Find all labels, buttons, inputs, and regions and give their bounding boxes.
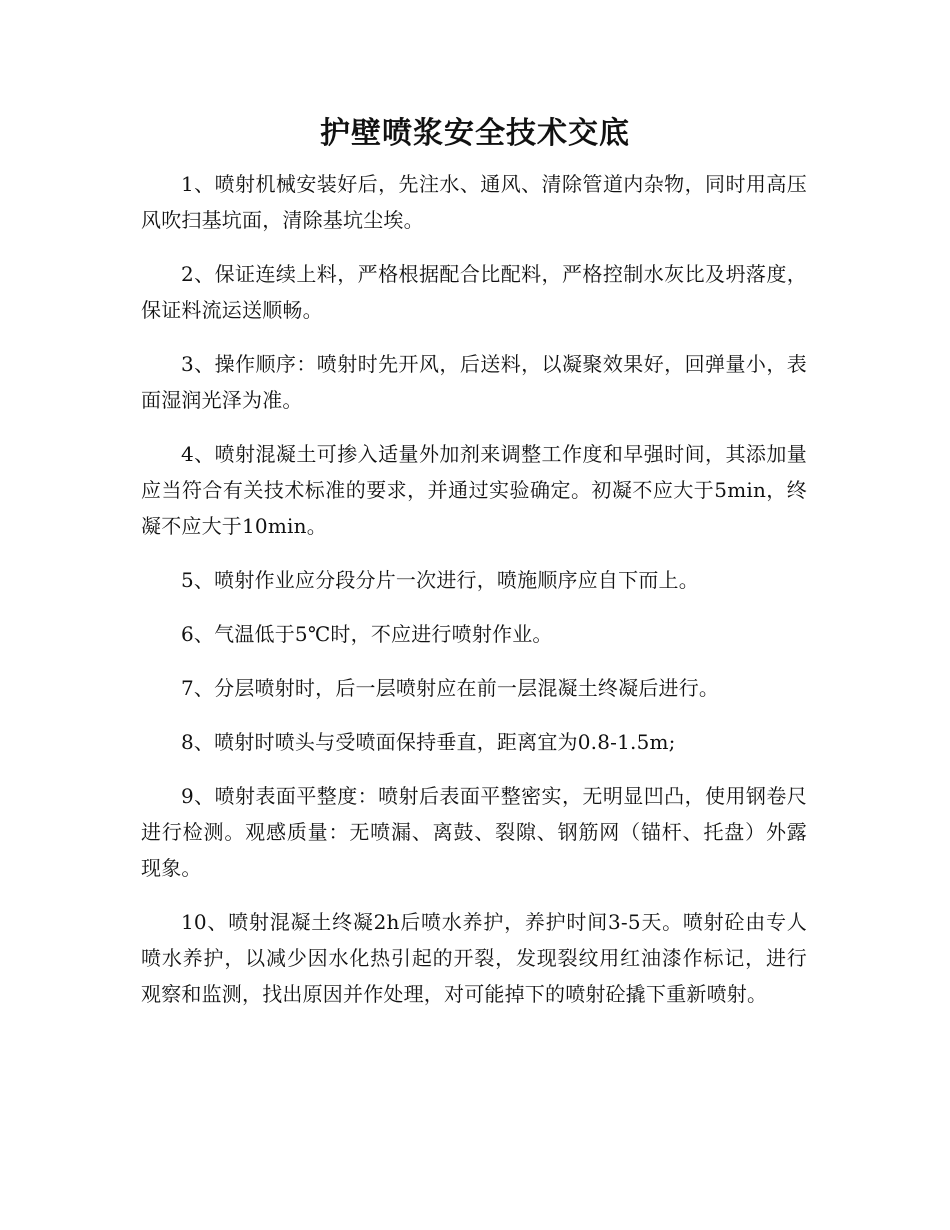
paragraph-8: 8、喷射时喷头与受喷面保持垂直，距离宜为0.8-1.5m;: [181, 730, 676, 754]
paragraph-7: 7、分层喷射时，后一层喷射应在前一层混凝土终凝后进行。: [181, 676, 720, 700]
document-body: [141, 166, 807, 1030]
paragraph-5: 5、喷射作业应分段分片一次进行，喷施顺序应自下而上。: [181, 568, 699, 592]
paragraph-2: 2、保证连续上料，严格根据配合比配料，严格控制水灰比及坍落度，保证料流运送顺畅。: [141, 262, 807, 322]
paragraph-3: 3、操作顺序：喷射时先开风，后送料，以凝聚效果好，回弹量小，表面湿润光泽为准。: [141, 352, 807, 412]
paragraph-10: 10、喷射混凝土终凝2h后喷水养护，养护时间3-5天。喷射砼由专人喷水养护，以减少因水化热引起的开裂，发现裂纹用红油漆作标记，进行观察和监测，找出原因并作处理，对可能掉下的喷射砼撬下重新喷射。: [141, 910, 807, 1006]
paragraph-6: 6、气温低于5℃时，不应进行喷射作业。: [181, 622, 553, 646]
document-title: 护壁喷浆安全技术交底: [320, 116, 630, 151]
paragraph-9: 9、喷射表面平整度：喷射后表面平整密实，无明显凹凸，使用钢卷尺进行检测。观感质量：无喷漏、离鼓、裂隙、钢筋网（锚杆、托盘）外露现象。: [141, 784, 807, 880]
paragraph-4: 4、喷射混凝土可掺入适量外加剂来调整工作度和早强时间，其添加量应当符合有关技术标准的要求，并通过实验确定。初凝不应大于5min，终凝不应大于10min。: [141, 442, 807, 538]
paragraph-1: 1、喷射机械安装好后，先注水、通风、清除管道内杂物，同时用高压风吹扫基坑面，清除基坑尘埃。: [141, 172, 807, 232]
